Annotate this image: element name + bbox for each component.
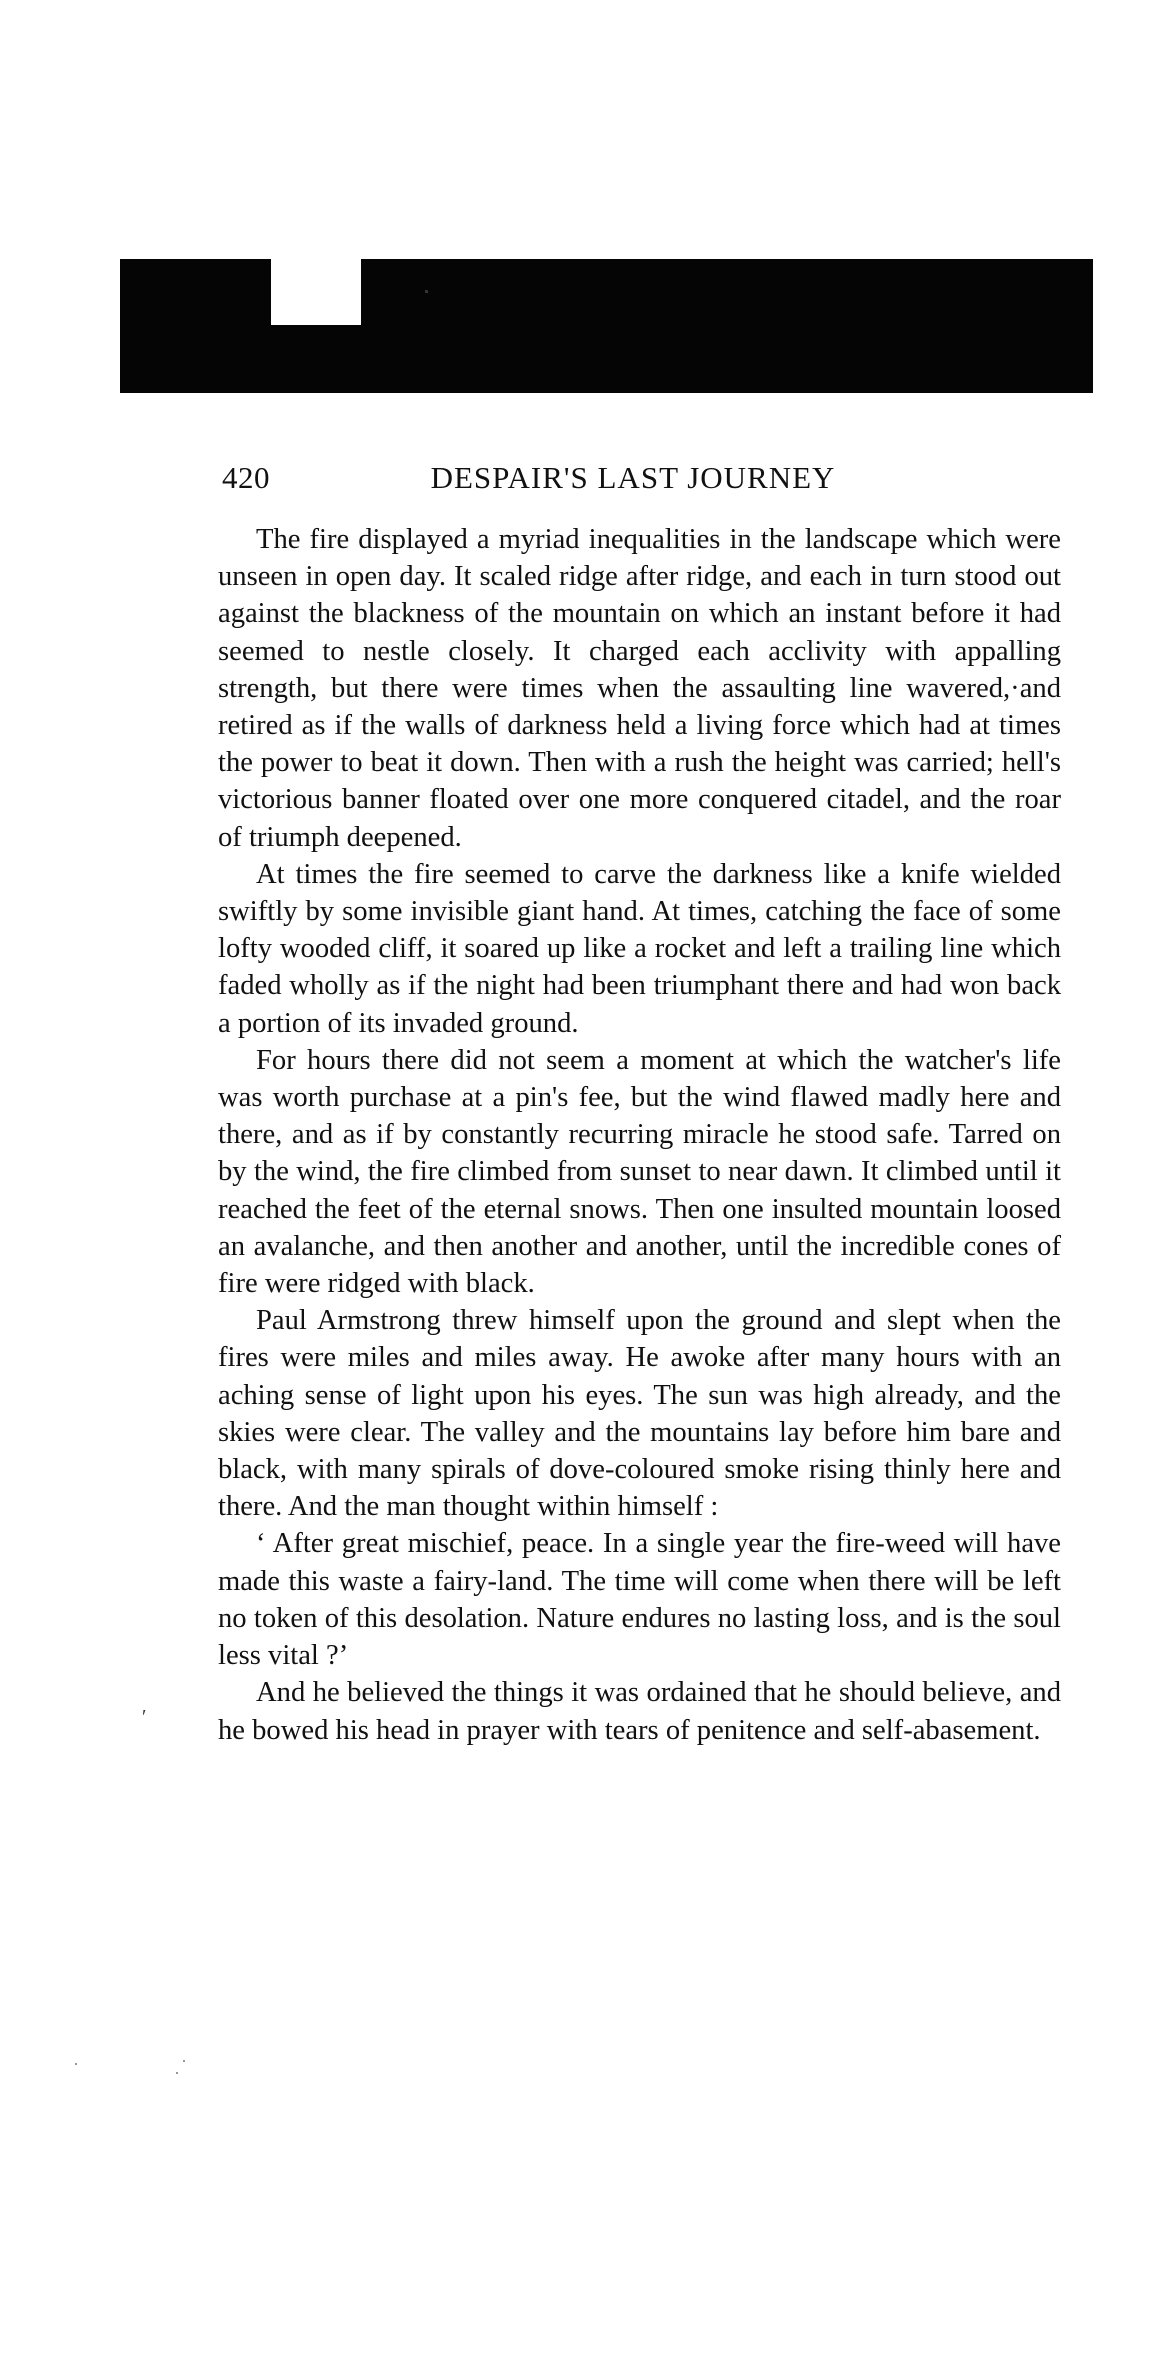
white-notch bbox=[271, 259, 361, 325]
paragraph: At times the fire seemed to carve the darkness like a knife wielded swiftly by some invisible giant hand. At times, catching the face of some lofty wooded cliff, it soared up like a rocket and left a trailing line which faded wholly as if the night had been triumphant there and had won back a portion of its invaded ground. bbox=[218, 858, 1061, 1039]
page-header bbox=[222, 460, 1044, 504]
scan-speck bbox=[176, 2072, 178, 2074]
paragraph: The fire displayed a myriad inequalities in the landscape which were unseen in open day. It scaled ridge after ridge, and each in turn stood out against the blackness of the mountain on which an instant before it had seemed to nestle closely. It charged each acclivity with appalling strength, but there were times when the assaulting line wavered,·and retired as if the walls of darkness held a living force which had at times the power to beat it down. Then with a rush the height was carried; hell's victorious banner floated over one more conquered citadel, and the roar of triumph deepened. bbox=[218, 524, 1061, 853]
scan-speck bbox=[75, 2063, 77, 2065]
black-redaction-band bbox=[120, 259, 1093, 393]
scan-speck bbox=[425, 290, 428, 293]
paragraph: ‘ After great mischief, peace. In a single year the fire-weed will have made this waste a fairy-land. The time will come when there will be left no token of this desolation. Nature endures no lasting loss, and is the soul less vital ?’ bbox=[218, 1528, 1061, 1672]
scan-speck bbox=[183, 2060, 185, 2062]
stray-ink-mark: ′ bbox=[142, 1706, 147, 1728]
running-head: DESPAIR'S LAST JOURNEY bbox=[430, 460, 836, 495]
body-text bbox=[218, 521, 1061, 1749]
paragraph: And he believed the things it was ordained that he should believe, and he bowed his head in prayer with tears of penitence and self-abasement. bbox=[218, 1677, 1061, 1746]
page-number: 420 bbox=[222, 460, 270, 495]
paragraph: Paul Armstrong threw himself upon the ground and slept when the fires were miles and miles away. He awoke after many hours with an aching sense of light upon his eyes. The sun was high already, and the skies were clear. The valley and the mountains lay before him bare and black, with many spirals of dove-coloured smoke rising thinly here and there. And the man thought within himself : bbox=[218, 1305, 1061, 1523]
paragraph: For hours there did not seem a moment at which the watcher's life was worth purchase at a pin's fee, but the wind flawed madly here and there, and as if by constantly recurring miracle he stood safe. Tarred on by the wind, the fire climbed from sunset to near dawn. It climbed until it reached the feet of the eternal snows. Then one insulted mountain loosed an avalanche, and then another and another, until the incredible cones of fire were ridged with black. bbox=[218, 1044, 1061, 1300]
